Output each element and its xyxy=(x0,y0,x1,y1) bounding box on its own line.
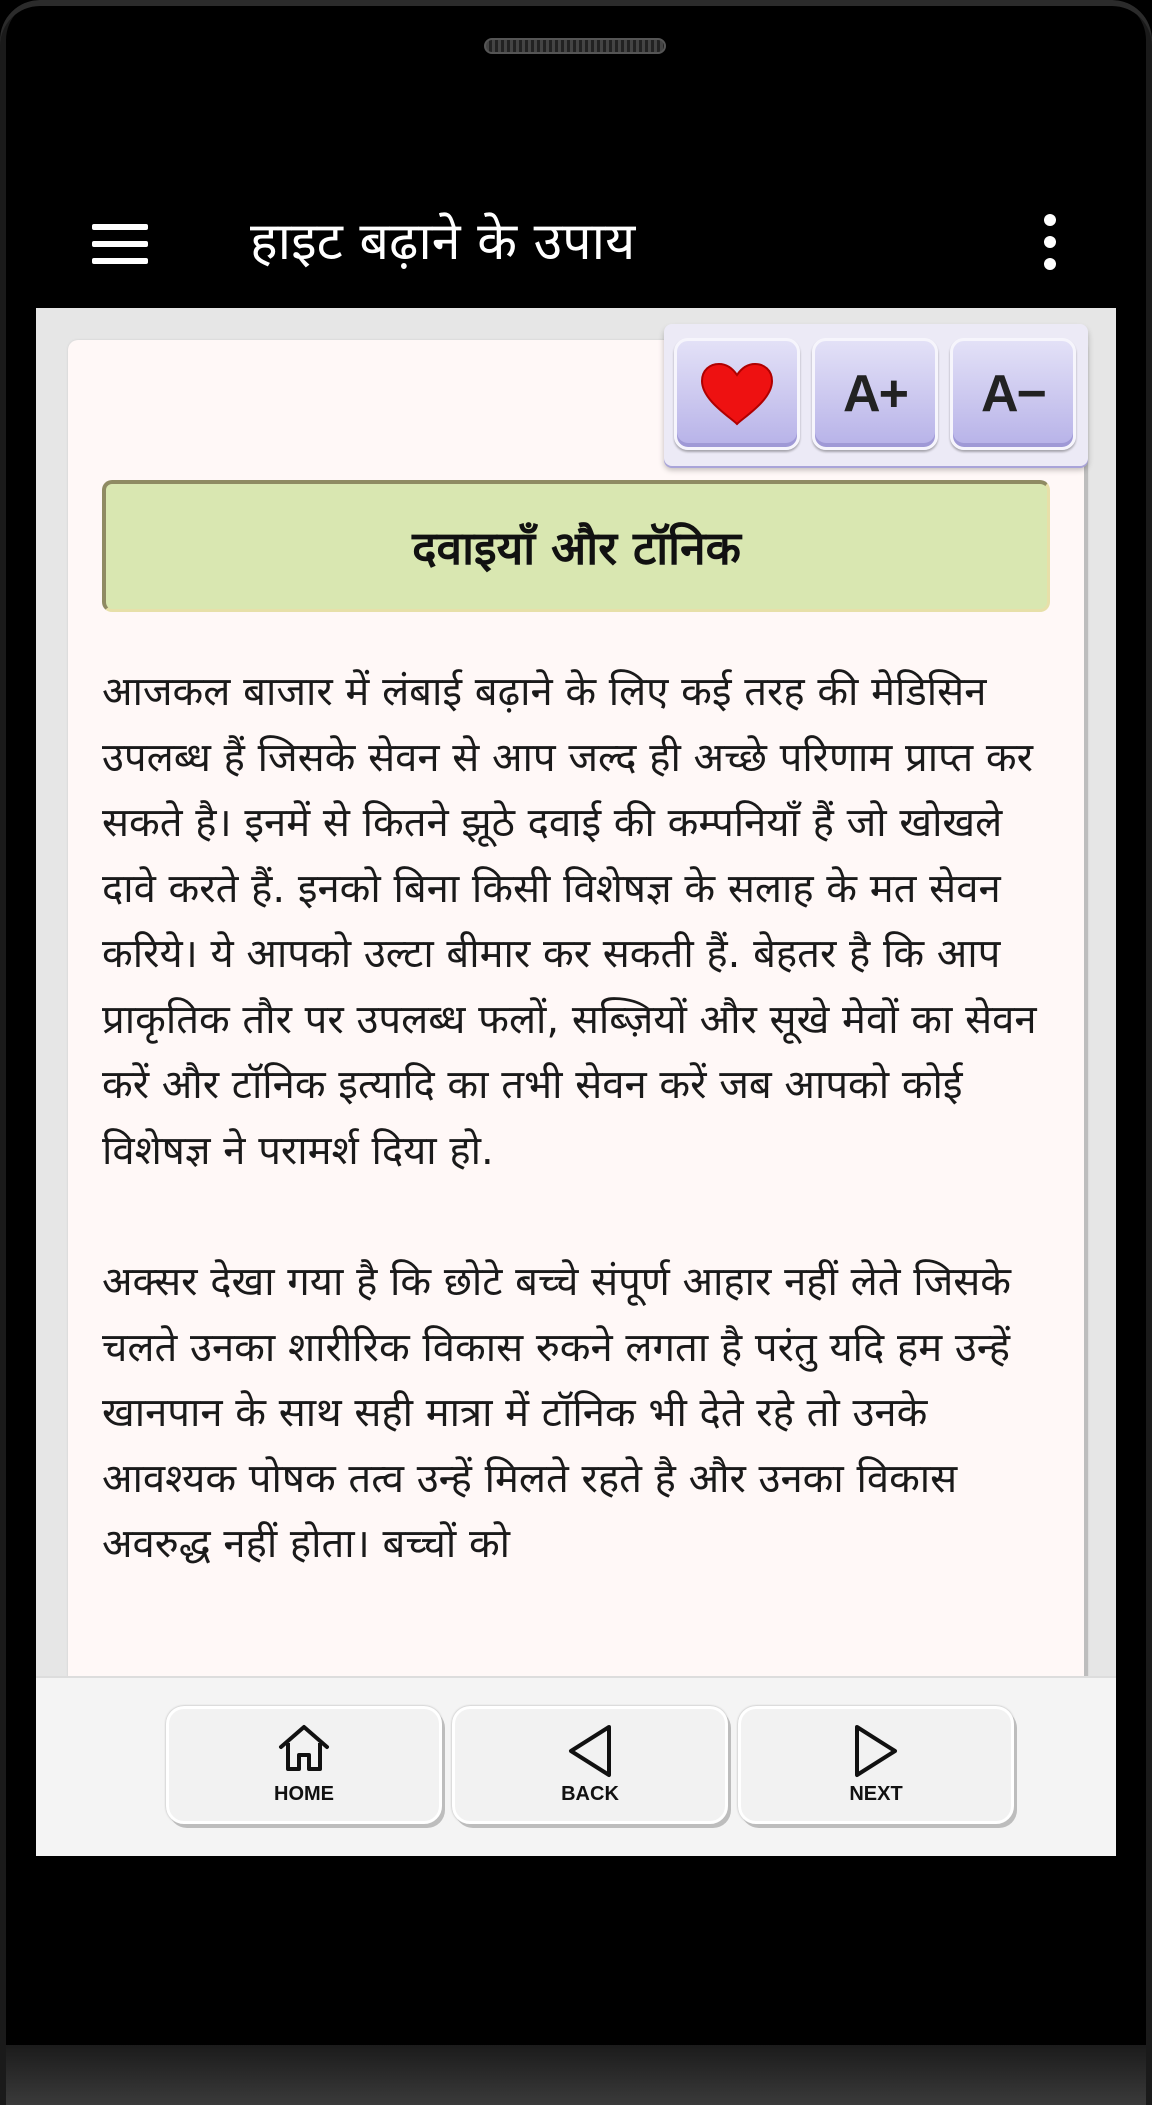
earpiece-speaker xyxy=(484,38,666,54)
article-paragraph: अक्सर देखा गया है कि छोटे बच्चे संपूर्ण आहार नहीं लेते जिसके चलते उनका शारीरिक विकास रुकने लगता है परंतु यदि हम उन्हें खानपान के साथ सही मात्रा में टॉनिक भी देते रहे तो उनके आवश्यक पोषक तत्व उन्हें मिलते रहते है और उनका विकास अवरुद्ध नहीं होता। बच्चों को xyxy=(102,1259,1012,1567)
next-button[interactable] xyxy=(738,1706,1014,1824)
home-label: HOME xyxy=(274,1783,334,1805)
article-heading: दवाइयाँ और टॉनिक xyxy=(412,520,741,575)
next-label: NEXT xyxy=(849,1783,903,1805)
more-options-icon[interactable] xyxy=(1030,210,1070,274)
font-decrease-button[interactable] xyxy=(950,338,1076,450)
app-title: हाइट बढ़ाने के उपाय xyxy=(250,212,636,272)
reader-toolbar xyxy=(664,324,1088,466)
content-screen xyxy=(36,308,1116,1856)
phone-bottom-bezel xyxy=(0,2045,1152,2105)
home-button[interactable] xyxy=(166,1706,442,1824)
article-card[interactable] xyxy=(68,340,1088,1740)
menu-icon[interactable] xyxy=(88,216,152,272)
back-arrow-icon xyxy=(565,1723,615,1779)
font-decrease-label: A− xyxy=(981,365,1045,423)
font-increase-label: A+ xyxy=(843,365,907,423)
font-increase-button[interactable] xyxy=(812,338,938,450)
app-bar xyxy=(0,180,1152,308)
home-icon xyxy=(276,1723,332,1773)
back-button[interactable] xyxy=(452,1706,728,1824)
back-label: BACK xyxy=(561,1783,619,1805)
section-heading xyxy=(102,480,1050,612)
favorite-button[interactable] xyxy=(674,338,800,450)
bottom-navigation xyxy=(36,1676,1116,1856)
heart-icon xyxy=(700,362,774,426)
next-arrow-icon xyxy=(851,1723,901,1779)
article-paragraph: आजकल बाजार में लंबाई बढ़ाने के लिए कई तरह की मेडिसिन उपलब्ध हैं जिसके सेवन से आप जल्द ही अच्छे परिणाम प्राप्त कर सकते है। इनमें से कितने झूठे दवाई की कम्पनियाँ हैं जो खोखले दावे करते हैं. इनको बिना किसी विशेषज्ञ के सलाह के मत सेवन करिये। ये आपको उल्टा बीमार कर सकती हैं. बेहतर है कि आप प्राकृतिक तौर पर उपलब्ध फलों, सब्ज़ियों और सूखे मेवों का सेवन करें और टॉनिक इत्यादि का तभी सेवन करें जब आपको कोई विशेषज्ञ ने परामर्श दिया हो. xyxy=(102,669,1037,1174)
article-body xyxy=(102,660,1062,1644)
